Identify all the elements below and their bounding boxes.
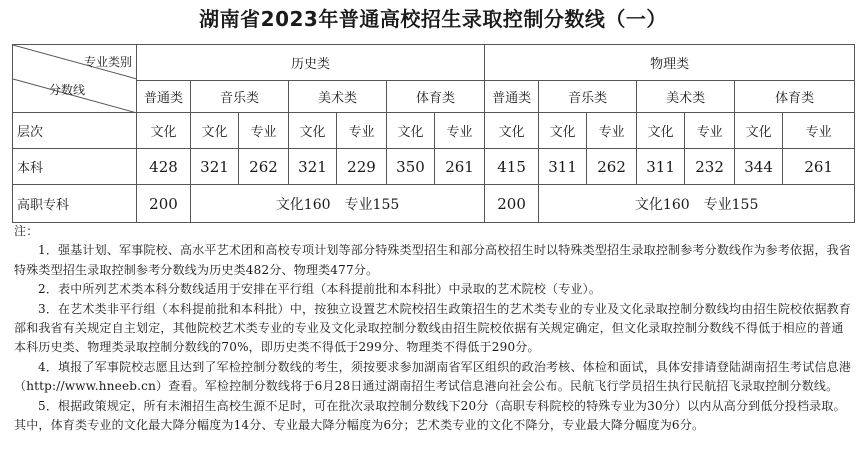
sub-header-cell: 文化 (539, 113, 587, 149)
type-sport-physics: 体育类 (735, 81, 855, 113)
note-1: 1．强基计划、军事院校、高水平艺术团和高校专项计划等部分特殊类型招生和部分高校招生时以特殊类型招生录取控制参考分数线作为参考依据，我省特殊类型招生录取控制参考分数线为历史类482分、物理类477分。 (14, 243, 852, 277)
type-general-history: 普通类 (137, 81, 191, 113)
score-cell: 200 (137, 185, 191, 223)
merged-art-score-physics: 文化160 专业155 (539, 185, 855, 223)
score-cell: 350 (387, 149, 435, 185)
row-label-gaozhi: 高职专科 (13, 185, 137, 223)
sub-header-cell: 文化 (637, 113, 685, 149)
sub-header-cell: 文化 (387, 113, 435, 149)
score-cell: 261 (435, 149, 485, 185)
score-cell: 428 (137, 149, 191, 185)
note-5: 5．根据政策规定，所有未湘招生高校生源不足时，可在批次录取控制分数线下20分（高职专科院校的特殊专业为30分）以内从高分到低分投档录取。其中，体育类专业的文化最大降分幅度为14分、专业最大降分幅度为6分；艺术类专业的文化不降分，专业最大降分幅度为6分。 (14, 398, 846, 433)
type-sport-history: 体育类 (387, 81, 485, 113)
sub-header-cell: 文化 (191, 113, 239, 149)
score-cell: 229 (337, 149, 387, 185)
notes-section (14, 222, 854, 435)
group-physics: 物理类 (485, 45, 855, 81)
sub-header-cell: 专业 (435, 113, 485, 149)
score-cell: 311 (637, 149, 685, 185)
corner-level-label: 层次 (13, 113, 137, 149)
corner-score-label: 分数线 (49, 83, 86, 97)
notes-heading: 注： (14, 224, 39, 238)
sub-header-cell: 文化 (735, 113, 783, 149)
type-music-history: 音乐类 (191, 81, 289, 113)
note-2: 2．表中所列艺术类本科分数线适用于安排在平行组（本科提前批和本科批）中录取的艺术院校（专业）。 (38, 282, 602, 297)
sub-header-cell: 专业 (239, 113, 289, 149)
corner-header (13, 45, 137, 113)
score-cell: 321 (289, 149, 337, 185)
sub-header-cell: 文化 (485, 113, 539, 149)
score-cell: 261 (783, 149, 855, 185)
note-3: 3．在艺术类非平行组（本科提前批和本科批）中，按独立设置艺术院校招生政策招生的艺术类专业的专业及文化录取控制分数线均由招生院校依据教育部和我省有关规定自主划定，其他院校艺术类专业的专业及文化录取控制分数线由招生院校依据有关规定确定，但文化录取控制分数线不得低于相应的普通本科历史类、物理类录取控制分数线的70%，即历史类不得低于299分、物理类不得低于290分。 (14, 301, 852, 355)
score-cell: 200 (485, 185, 539, 223)
sub-header-cell: 专业 (783, 113, 855, 149)
page-title: 湖南省2023年普通高校招生录取控制分数线（一） (199, 7, 667, 31)
row-label-benke: 本科 (13, 149, 137, 185)
score-table (12, 44, 855, 223)
table-row-gaozhi (13, 185, 855, 223)
sub-header-cell: 专业 (337, 113, 387, 149)
table-row-benke (13, 149, 855, 185)
type-art-history: 美术类 (289, 81, 387, 113)
sub-header-cell: 文化 (137, 113, 191, 149)
type-art-physics: 美术类 (637, 81, 735, 113)
type-music-physics: 音乐类 (539, 81, 637, 113)
type-general-physics: 普通类 (485, 81, 539, 113)
merged-art-score-history: 文化160 专业155 (191, 185, 485, 223)
score-cell: 321 (191, 149, 239, 185)
score-cell: 311 (539, 149, 587, 185)
sub-header-cell: 专业 (685, 113, 735, 149)
score-cell: 344 (735, 149, 783, 185)
score-cell: 262 (587, 149, 637, 185)
score-cell: 415 (485, 149, 539, 185)
sub-header-cell: 专业 (587, 113, 637, 149)
group-history: 历史类 (137, 45, 485, 81)
corner-category-label: 专业类别 (83, 55, 132, 69)
score-cell: 232 (685, 149, 735, 185)
score-cell: 262 (239, 149, 289, 185)
sub-header-cell: 文化 (289, 113, 337, 149)
note-4: 4．填报了军事院校志愿且达到了军检控制分数线的考生，须按要求参加湖南省军区组织的政治考核、体检和面试，具体安排请登陆湖南招生考试信息港（http://www.hneeb.cn）查看。军检控制分数线将于6月28日通过湖南招生考试信息港向社会公布。民航飞行学员招生执行民航招飞录取控制分数线。 (14, 359, 852, 394)
